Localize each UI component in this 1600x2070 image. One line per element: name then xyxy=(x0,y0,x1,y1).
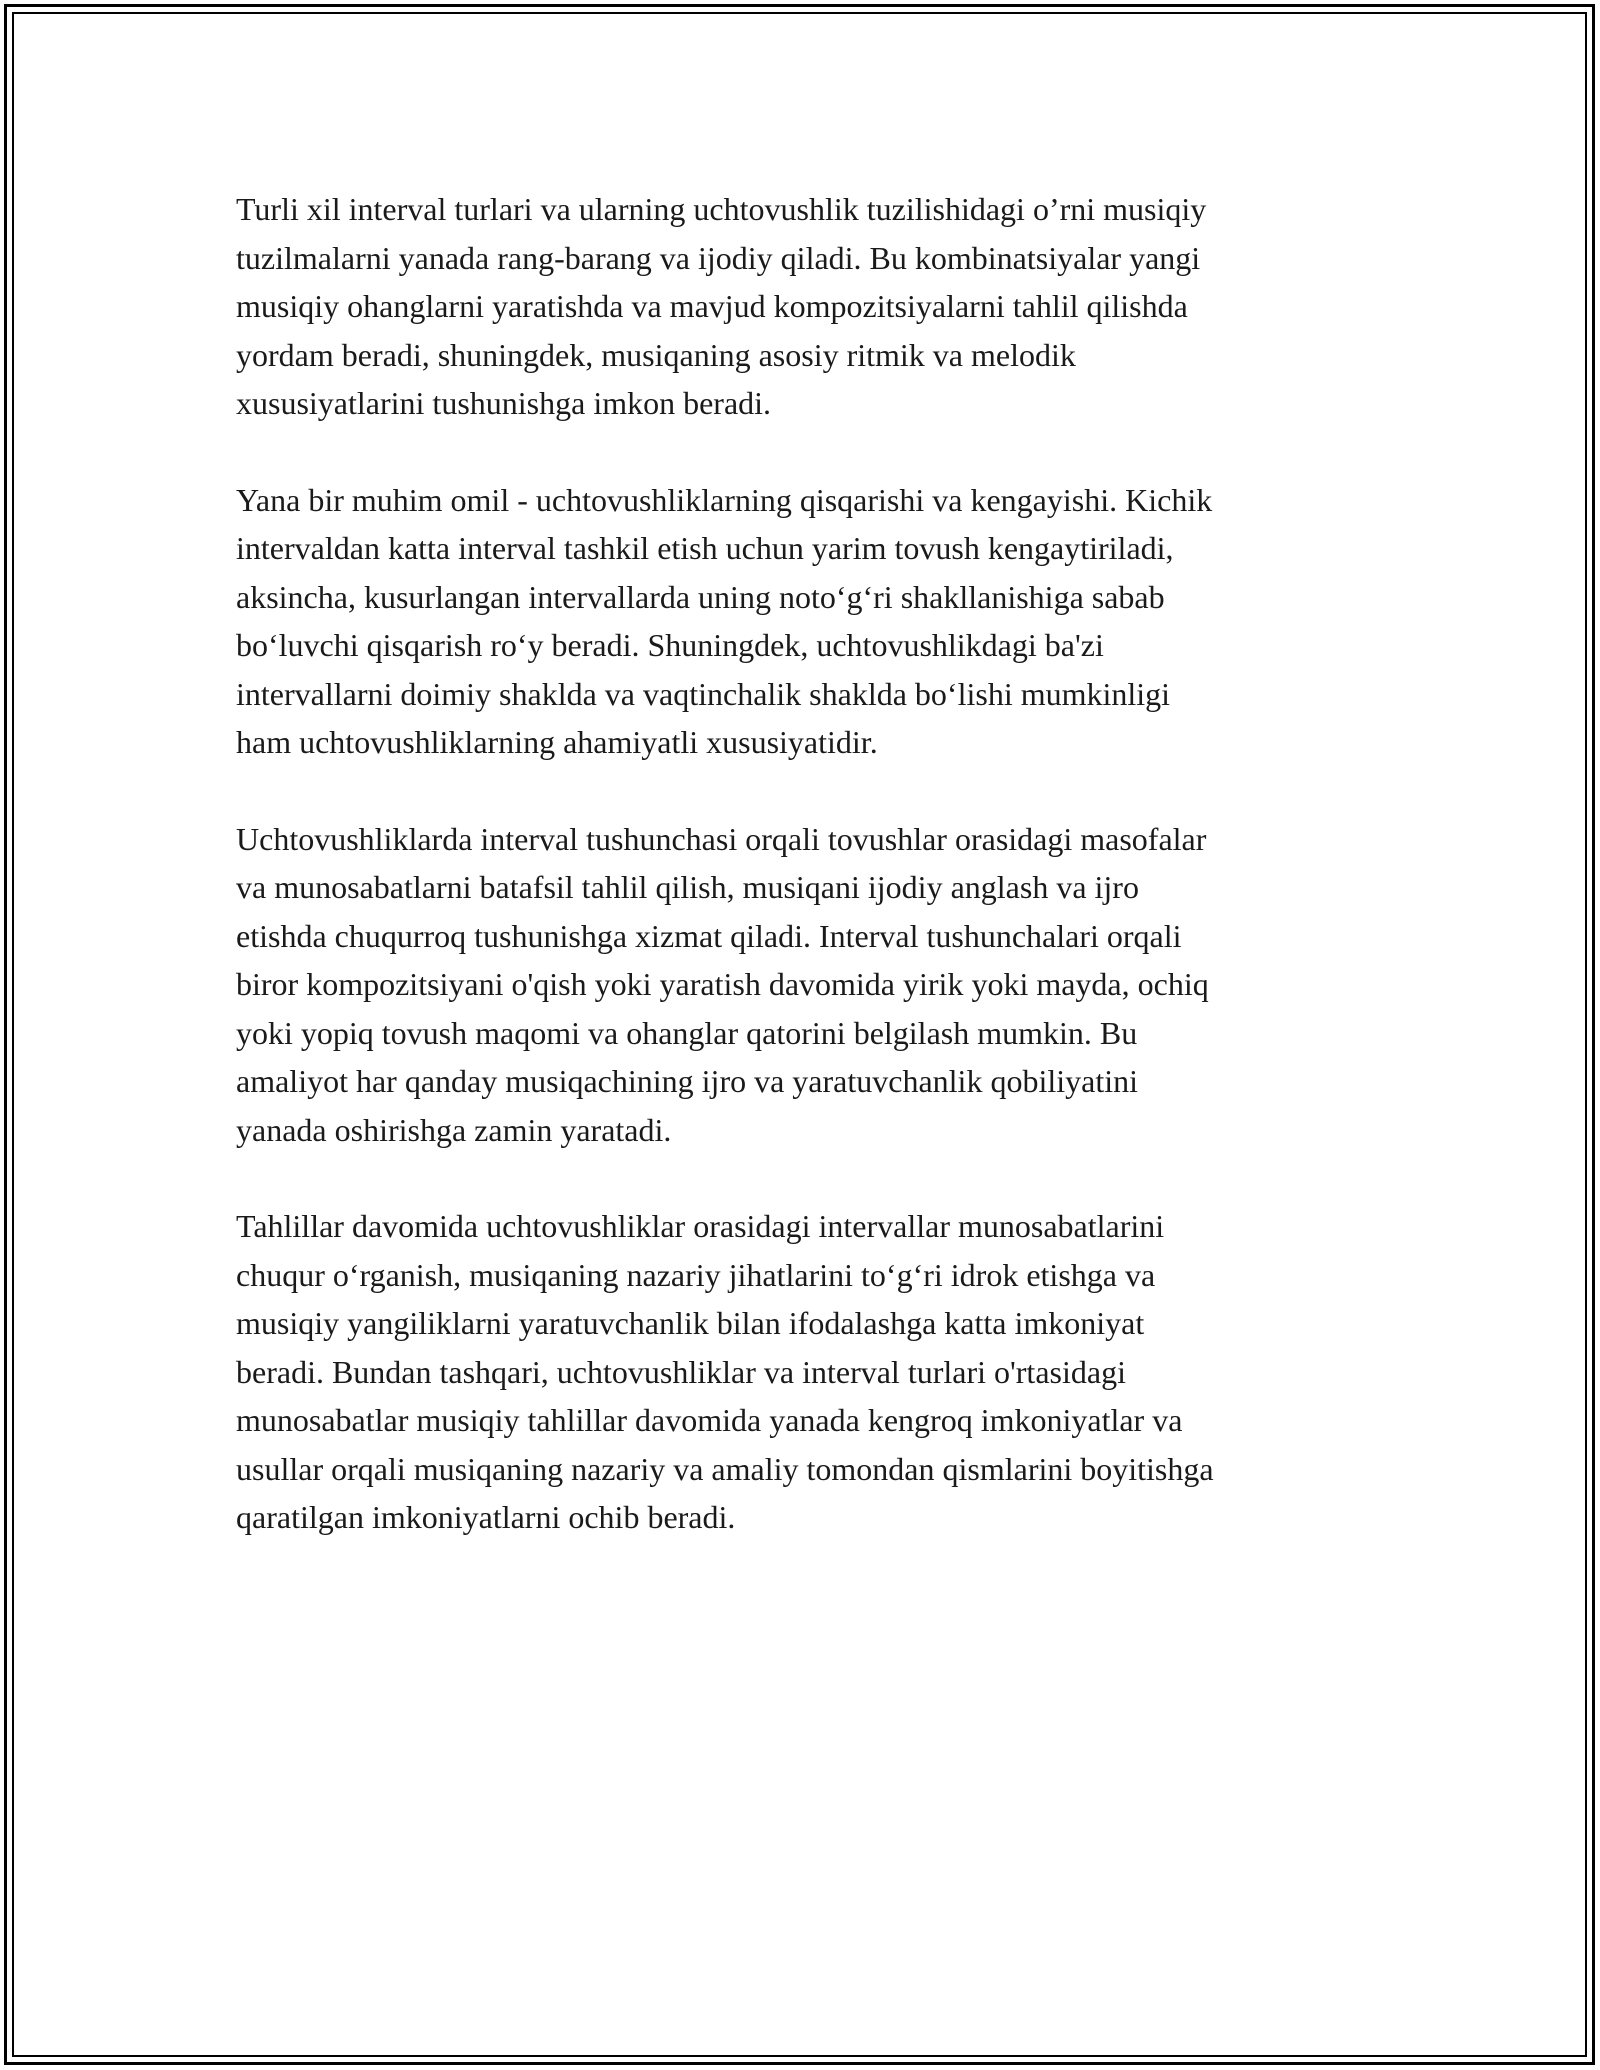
paragraph-contraction-expansion: Yana bir muhim omil - uchtovushliklarning qisqarishi va kengayishi. Kichik intervaldan katta interval tashkil etish uchun yarim tovush kengaytiriladi, aksincha, kusurlangan intervallarda uning noto‘g‘ri shakllanishiga sabab bo‘luvchi qisqarish ro‘y beradi. Shuningdek, uchtovushlikdagi ba'zi intervallarni doimiy shaklda va vaqtinchalik shaklda bo‘lishi mumkinligi ham uchtovushliklarning ahamiyatli xususiyatidir. xyxy=(236,481,1213,760)
paragraph-analysis-conclusion: Tahlillar davomida uchtovushliklar orasidagi intervallar munosabatlarini chuqur o‘rganish, musiqaning nazariy jihatlarini to‘g‘ri idrok etishga va musiqiy yangiliklarni yaratuvchanlik bilan ifodalashga katta imkoniyat beradi. Bundan tashqari, uchtovushliklar va interval turlari o'rtasidagi munosabatlar musiqiy tahlillar davomida yanada kengroq imkoniyatlar va usullar orqali musiqaning nazariy va amaliy tomondan qismlarini boyitishga qaratilgan imkoniyatlarni ochib beradi. xyxy=(236,1208,1214,1535)
paragraph-interval-concept: Uchtovushliklarda interval tushunchasi orqali tovushlar orasidagi masofalar va munosabatlarni batafsil tahlil qilish, musiqani ijodiy anglash va ijro etishda chuqurroq tushunishga xizmat qiladi. Interval tushunchalari orqali biror kompozitsiyani o'qish yoki yaratish davomida yirik yoki mayda, ochiq yoki yopiq tovush maqomi va ohanglar qatorini belgilash mumkin. Bu amaliyot har qanday musiqachining ijro va yaratuvchanlik qobiliyatini yanada oshirishga zamin yaratadi. xyxy=(236,820,1209,1148)
paragraph-intervals-role: Turli xil interval turlari va ularning uchtovushlik tuzilishidagi o’rni musiqiy tuzilmalarni yanada rang-barang va ijodiy qiladi. Bu kombinatsiyalar yangi musiqiy ohanglarni yaratishda va mavjud kompozitsiyalarni tahlil qilishda yordam beradi, shuningdek, musiqaning asosiy ritmik va melodik xususiyatlarini tushunishga imkon beradi. xyxy=(236,191,1207,421)
document-body xyxy=(236,185,1366,1542)
